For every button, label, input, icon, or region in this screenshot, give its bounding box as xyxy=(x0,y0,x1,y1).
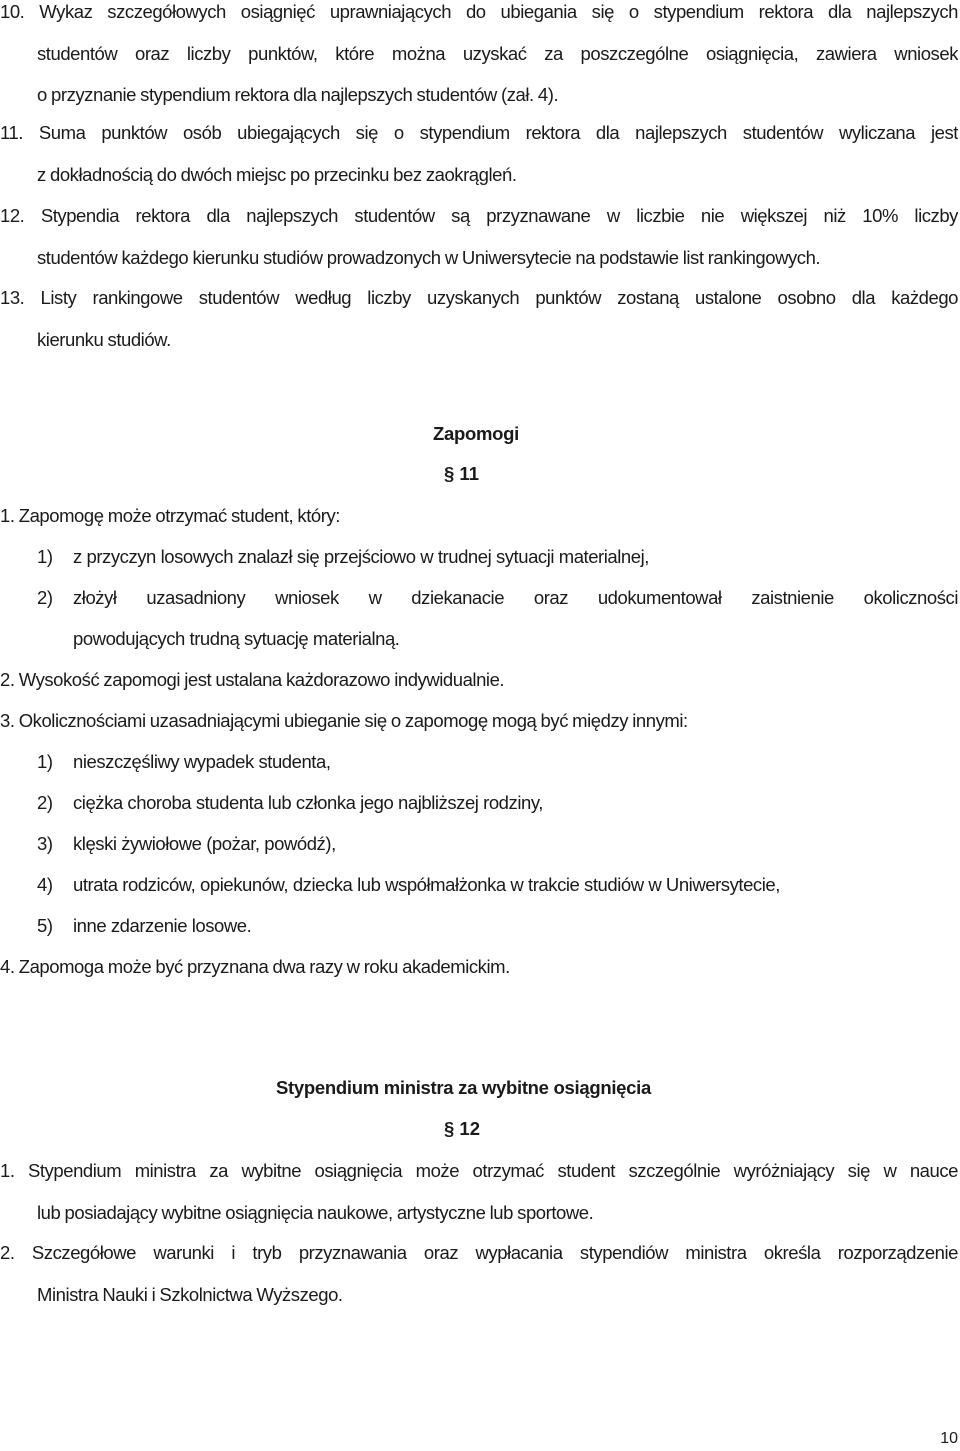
point-10-line-1: 10. Wykaz szczegółowych osiągnięć uprawniających do ubiegania się o stypendium rektora dla najlepszych xyxy=(0,1,958,22)
point-11-line-2: z dokładnością do dwóch miejsc po przecinku bez zaokrągleń. xyxy=(37,163,517,185)
ministra-item-2: 2. Szczegółowe warunki i tryb przyznawania oraz wypłacania stypendiów ministra określa rozporządzenie Ministra Nauki i Szkolnictwa Wyższego. xyxy=(0,1242,958,1305)
point-10-line-3: o przyznanie stypendium rektora dla najlepszych studentów (zał. 4). xyxy=(37,84,559,105)
paragraph-number-11: § 11 xyxy=(444,463,479,484)
point-11 xyxy=(0,112,958,195)
zapomogi-item-1: 1. Zapomogę może otrzymać student, który: xyxy=(0,505,340,526)
ministra-item-1: 1. Stypendium ministra za wybitne osiągnięcia może otrzymać student szczególnie wyróżniający się w nauce lub posiadający wybitne osiągnięcia naukowe, artystyczne lub sportowe. xyxy=(0,1160,958,1223)
section-title-zapomogi: Zapomogi xyxy=(433,423,519,444)
point-10 xyxy=(0,0,958,116)
document-page: 10. Wykaz szczegółowych osiągnięć uprawniających do ubiegania się o stypendium rektora dla najlepszych studentów oraz liczby punktów, które można uzyskać za poszczególne osiągnięcia, zawiera wniosek o przyznanie stypendium rektora dla najlepszych studentów (zał. 4). 11. Suma punktów osób ubiegających się o stypendium rektora dla najlepszych studentów wyliczana jest z dokładnością do dwóch miejsc po przecinku bez zaokrągleń. 12. Stypendia rektora dla najlepszych studentów są przyznawane w liczbie nie większej niż 10% liczby studentów każdego kierunku studiów prowadzonych w Uniwersytecie na podstawie list rankingowych. 13. Listy rankingowe studentów według liczby uzyskanych punktów zostaną ustalone osobno dla każdego kierunku studiów. Zapomogi § 11 1. Zapomogę może otrzymać student, który: 1) z przyczyn losowych znalazł się przejściowo w trudnej sytuacji materialnej, 2) złożył uzasadniony wniosek w dziekanacie oraz udokumentował zaistnienie okoliczności powodujących trudną sytuację materialną. 2. Wysokość zapomogi jest ustalana każdorazowo indywidualnie. 3. Okolicznościami uzasadniającymi ubieganie się o zapomogę mogą być między innymi: 1) nieszczęśliwy wypadek studenta, 2) ciężka choroba studenta lub członka jego najbliższej rodziny, 3) klęski żywiołowe (pożar, powódź), 4) utrata rodziców, opiekunów, dziecka lub współmałżonka w trakcie studiów w Uniwersytecie, 5) inne zdarzenie losowe. 4. Zapomoga może być przyznana dwa razy w roku akademickim. Stypendium ministra za wybitne osiągnięcia § 12 1. Stypendium ministra za wybitne osiągnięcia może otrzymać student szczególnie wyróżniający się w nauce lub posiadający wybitne osiągnięcia naukowe, artystyczne lub sportowe. 2. Szczegółowe warunki i tryb przyznawania oraz wypłacania stypendiów ministra określa rozporządzenie Ministra Nauki i Szkolnictwa Wyższego. 10 xyxy=(0,0,960,1451)
point-12-line-1: 12. Stypendia rektora dla najlepszych studentów są przyznawane w liczbie nie większej niż 10% liczby xyxy=(0,205,958,226)
zapomogi-item-3: 3. Okolicznościami uzasadniającymi ubieganie się o zapomogę mogą być między innymi: xyxy=(0,710,688,731)
point-13 xyxy=(0,277,958,360)
paragraph-number-12: § 12 xyxy=(444,1118,481,1139)
page-number: 10 xyxy=(940,1430,958,1447)
point-10-line-2: studentów oraz liczby punktów, które można uzyskać za poszczególne osiągnięcia, zawiera wniosek xyxy=(37,42,958,64)
zapomogi-item-2: 2. Wysokość zapomogi jest ustalana każdorazowo indywidualnie. xyxy=(0,669,505,690)
zapomogi-item-4: 4. Zapomoga może być przyznana dwa razy w roku akademickim. xyxy=(0,956,510,977)
point-12-line-2: studentów każdego kierunku studiów prowadzonych w Uniwersytecie na podstawie list rankingowych. xyxy=(37,246,821,268)
section-title-stypendium-ministra: Stypendium ministra za wybitne osiągnięcia xyxy=(276,1077,651,1098)
point-13-line-1: 13. Listy rankingowe studentów według liczby uzyskanych punktów zostaną ustalone osobno dla każdego xyxy=(0,287,958,308)
point-13-line-2: kierunku studiów. xyxy=(37,328,171,350)
point-11-line-1: 11. Suma punktów osób ubiegających się o stypendium rektora dla najlepszych studentów wyliczana jest xyxy=(0,122,958,143)
point-12 xyxy=(0,195,958,278)
